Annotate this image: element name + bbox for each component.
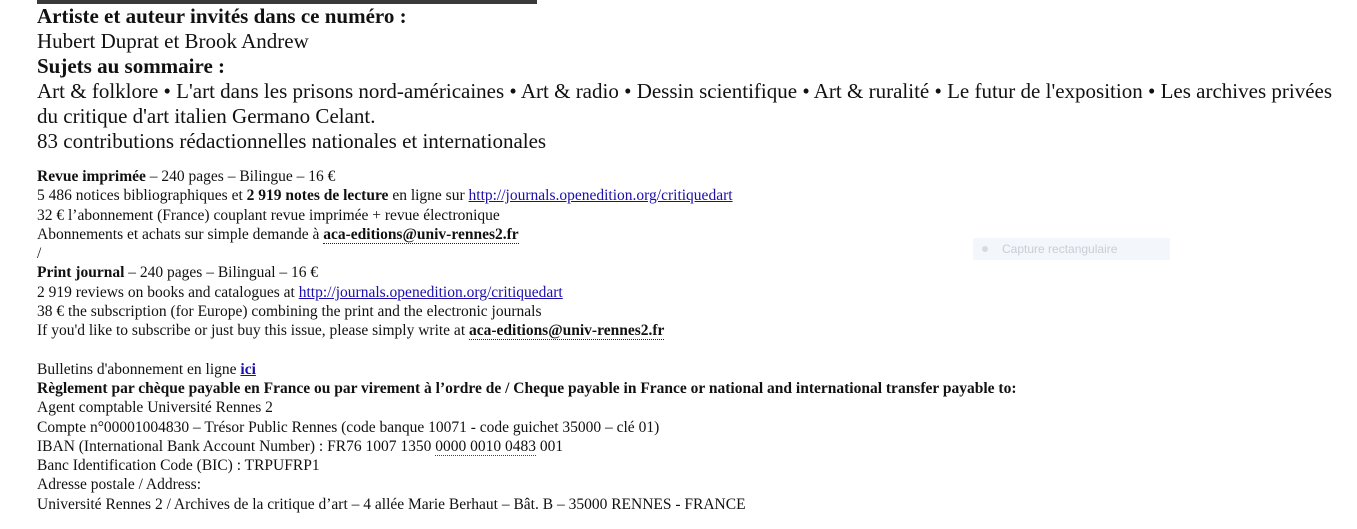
topics-list: Art & folklore • L'art dans les prisons nord-américaines • Art & radio • Dessin scientifique • Art & ruralité • Le futur de l'exposition • Les archives privées du critique d'art italien Germano Celant. xyxy=(37,79,1333,128)
fr-orders-line: Abonnements et achats sur simple demande à aca-editions@univ-rennes2.fr xyxy=(37,225,519,243)
payment-account: Compte n°00001004830 – Trésor Public Rennes (code banque 10071 - code guichet 35000 – clé 01) xyxy=(37,418,660,436)
en-subscription-line: 38 € the subscription (for Europe) combining the print and the electronic journals xyxy=(37,303,542,321)
postal-address: Université Rennes 2 / Archives de la critique d’art – 4 allée Marie Berhaut – Bât. B – 35000 RENNES - FRANCE xyxy=(37,495,746,513)
english-info xyxy=(37,263,1337,340)
guests-names: Hubert Duprat et Brook Andrew xyxy=(37,29,309,53)
fr-subscription-line: 32 € l’abonnement (France) couplant revue imprimée + revue électronique xyxy=(37,206,500,224)
forms-link[interactable]: ici xyxy=(240,360,256,378)
guests-heading: Artiste et auteur invités dans ce numéro : xyxy=(37,4,407,28)
fr-print-line xyxy=(37,167,1337,186)
address-label: Adresse postale / Address: xyxy=(37,476,202,494)
capture-label: Capture rectangulaire xyxy=(1002,242,1118,256)
fr-journal-link[interactable]: http://journals.openedition.org/critiquedart xyxy=(468,187,733,205)
fr-notices-bold: 2 919 notes de lecture xyxy=(246,187,389,205)
payment-agent: Agent comptable Université Rennes 2 xyxy=(37,399,273,417)
dot-icon xyxy=(982,246,988,252)
en-print-label: Print journal xyxy=(37,264,125,282)
en-reviews-line: 2 919 reviews on books and catalogues at http://journals.openedition.org/critiquedart xyxy=(37,283,563,301)
en-email[interactable]: aca-editions@univ-rennes2.fr xyxy=(469,322,665,340)
en-orders-line: If you'd like to subscribe or just buy this issue, please simply write at aca-editions@univ-rennes2.fr xyxy=(37,322,665,340)
payment-info xyxy=(37,360,1337,514)
en-journal-link[interactable]: http://journals.openedition.org/critiquedart xyxy=(298,283,563,301)
payment-rule: Règlement par chèque payable en France ou par virement à l’ordre de / Cheque payable in France or national and international transfer payable to: xyxy=(37,379,1017,397)
contributions-count: 83 contributions rédactionnelles nationales et internationales xyxy=(37,129,547,153)
iban-dotted-number: 0000 0010 0483 xyxy=(435,437,536,455)
fr-print-label: Revue imprimée xyxy=(37,168,146,185)
payment-bic: Banc Identification Code (BIC) : TRPUFRP1 xyxy=(37,457,320,475)
topics-heading: Sujets au sommaire : xyxy=(37,54,226,78)
en-print-line xyxy=(37,263,1337,282)
language-separator: / xyxy=(37,245,42,263)
forms-line: Bulletins d'abonnement en ligne ici xyxy=(37,360,256,378)
fr-notices-line: 5 486 notices bibliographiques et 2 919 notes de lecture en ligne sur http://journals.openedition.org/critiquedart xyxy=(37,187,733,205)
fr-email[interactable]: aca-editions@univ-rennes2.fr xyxy=(323,225,519,243)
capture-rectangle-tooltip[interactable] xyxy=(973,238,1170,260)
en-print-details: – 240 pages – Bilingual – 16 € xyxy=(124,264,319,282)
payment-iban: IBAN (International Bank Account Number) : FR76 1007 1350 0000 0010 0483 001 xyxy=(37,437,564,455)
fr-print-details: – 240 pages – Bilingue – 16 € xyxy=(145,168,336,185)
